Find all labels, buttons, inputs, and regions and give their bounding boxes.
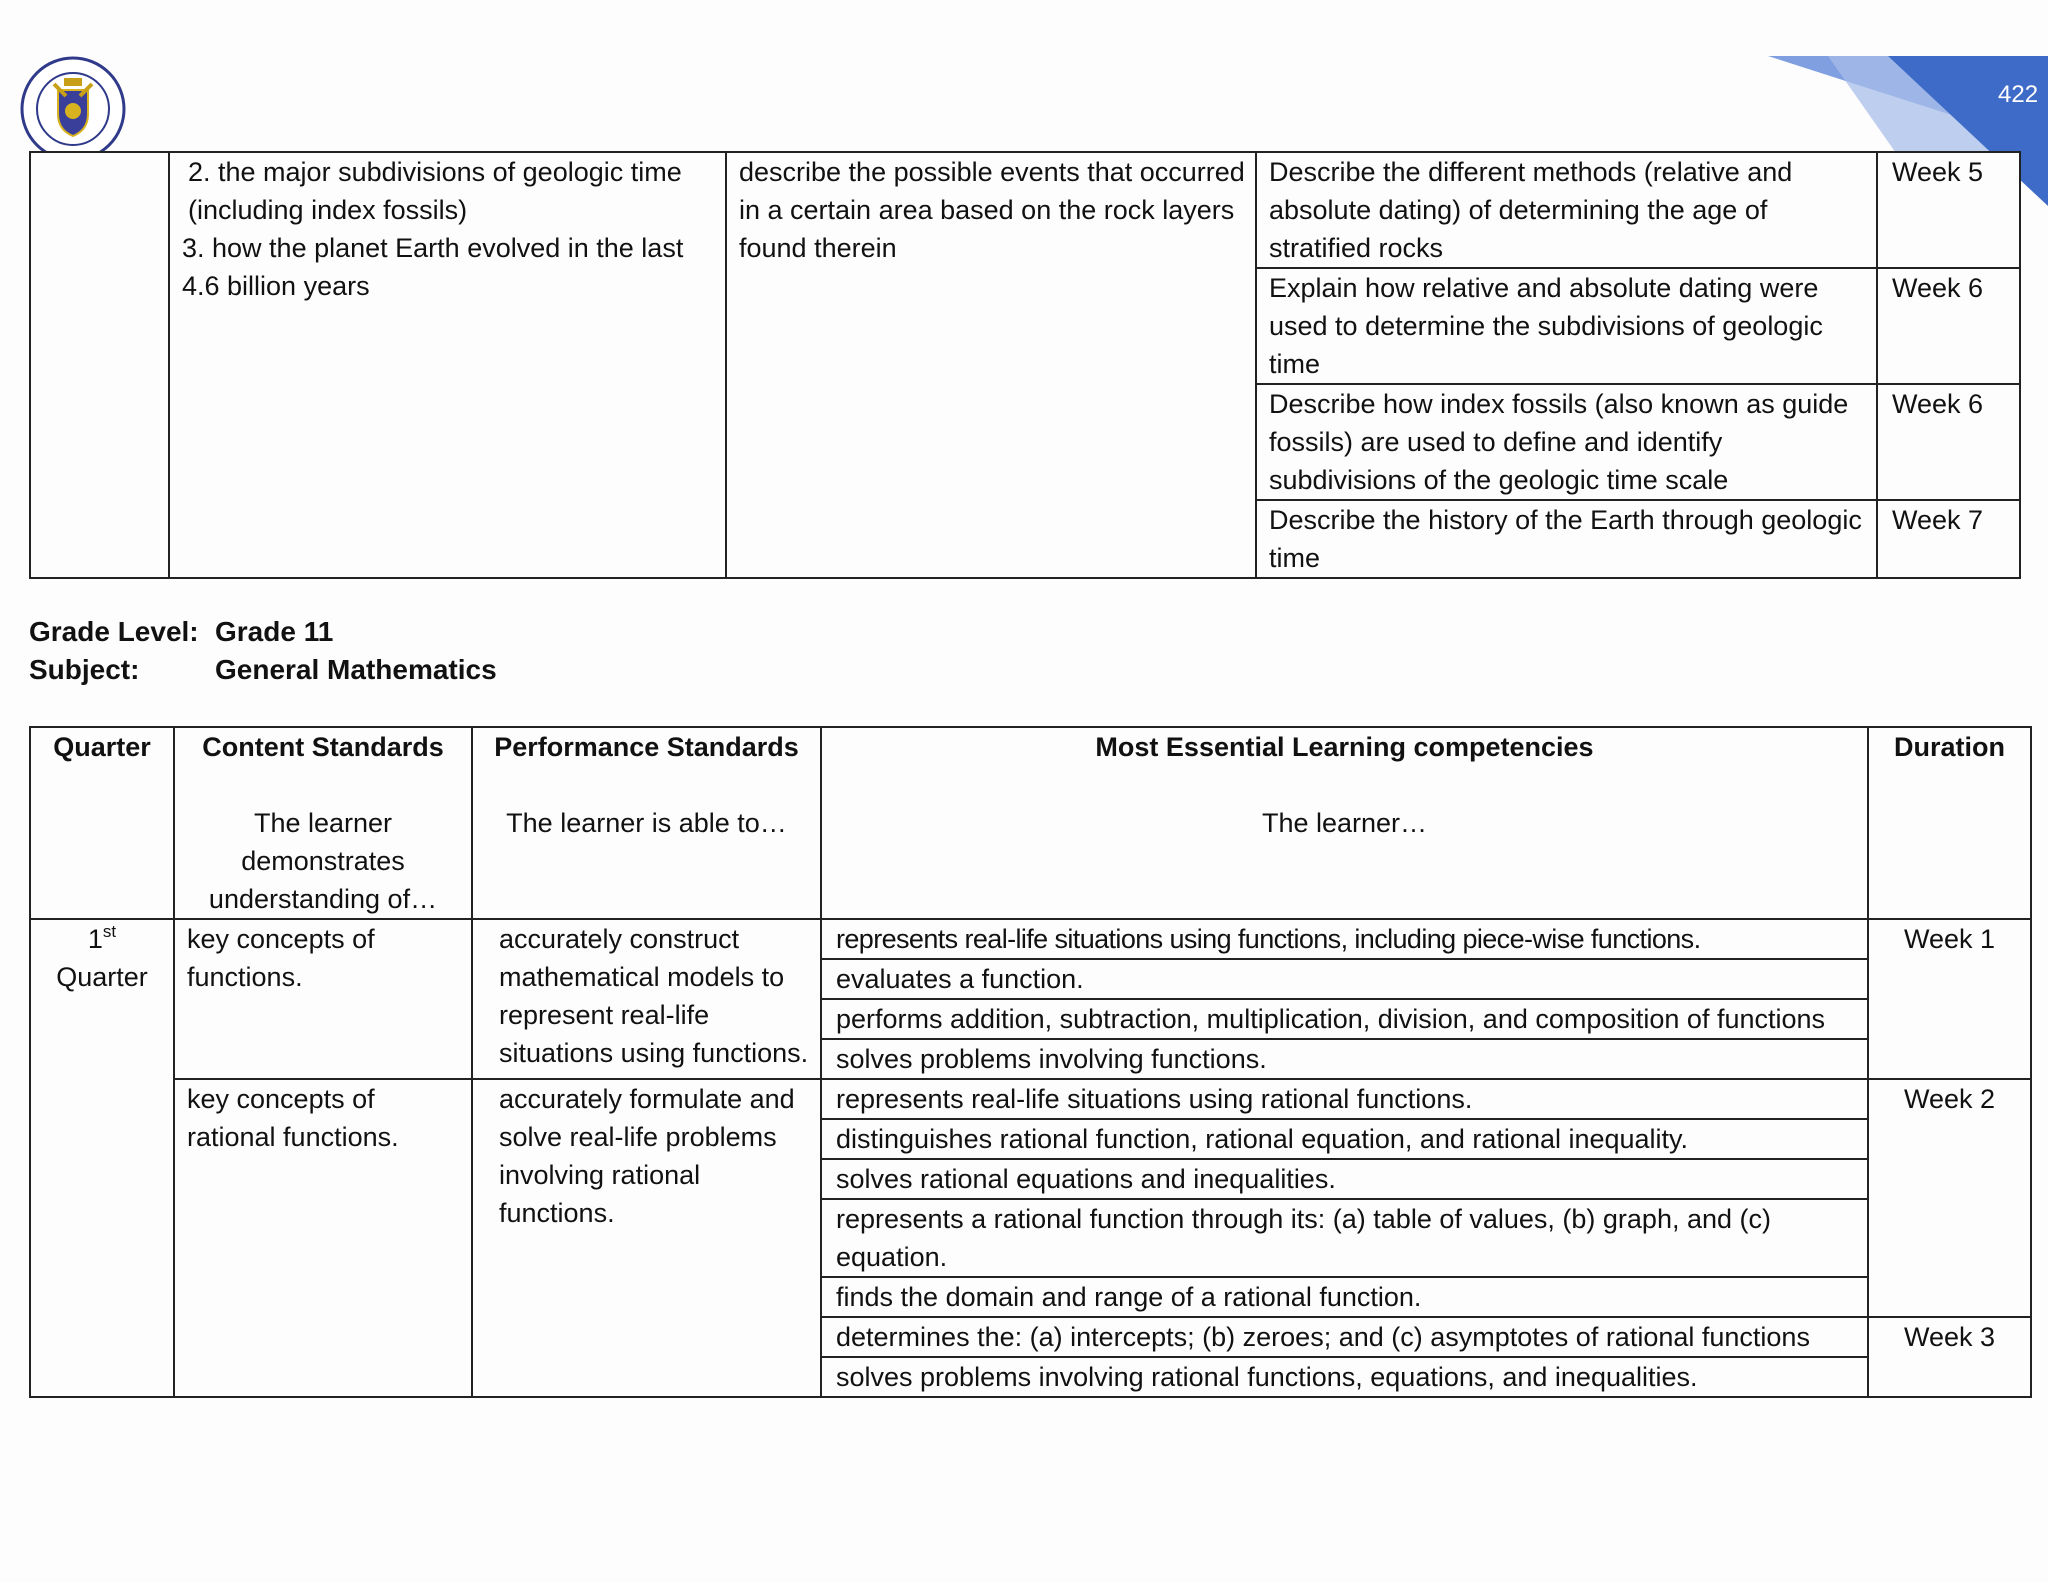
competency-cell: evaluates a function. bbox=[821, 959, 1868, 999]
duration-cell: Week 6 bbox=[1877, 384, 2020, 500]
competency-cell: distinguishes rational function, rational equation, and rational inequality. bbox=[821, 1119, 1868, 1159]
competency-cell: solves problems involving rational functions, equations, and inequalities. bbox=[821, 1357, 1868, 1397]
table-row bbox=[30, 1079, 2031, 1119]
table-header-row bbox=[30, 727, 2031, 919]
subject-value: General Mathematics bbox=[215, 654, 497, 685]
competency-cell: finds the domain and range of a rational function. bbox=[821, 1277, 1868, 1317]
duration-cell: Week 2 bbox=[1868, 1079, 2031, 1317]
content-standards-cell: key concepts of rational functions. bbox=[174, 1079, 472, 1397]
competency-cell: solves rational equations and inequalities. bbox=[821, 1159, 1868, 1199]
competency-cell: Explain how relative and absolute dating were used to determine the subdivisions of geologic time bbox=[1256, 268, 1877, 384]
competency-cell: represents real-life situations using rational functions. bbox=[821, 1079, 1868, 1119]
table-row bbox=[30, 919, 2031, 959]
competency-cell: Describe how index fossils (also known as guide fossils) are used to define and identify subdivisions of the geologic time scale bbox=[1256, 384, 1877, 500]
grade-level-label: Grade Level: bbox=[29, 616, 199, 647]
duration-cell: Week 3 bbox=[1868, 1317, 2031, 1397]
duration-cell: Week 6 bbox=[1877, 268, 2020, 384]
header-duration: Duration bbox=[1868, 727, 2031, 919]
competency-cell: represents a rational function through its: (a) table of values, (b) graph, and (c) equation. bbox=[821, 1199, 1868, 1277]
header-performance-standards: Performance Standards The learner is able to… bbox=[472, 727, 821, 919]
competency-cell: determines the: (a) intercepts; (b) zeroes; and (c) asymptotes of rational functions bbox=[821, 1317, 1868, 1357]
competency-cell: Describe the different methods (relative and absolute dating) of determining the age of stratified rocks bbox=[1256, 152, 1877, 268]
general-mathematics-table bbox=[29, 726, 2032, 1398]
performance-standards-cell: describe the possible events that occurred in a certain area based on the rock layers found therein bbox=[726, 152, 1256, 578]
performance-standards-cell: accurately construct mathematical models to represent real-life situations using functions. bbox=[472, 919, 821, 1079]
competency-cell: performs addition, subtraction, multiplication, division, and composition of functions bbox=[821, 999, 1868, 1039]
header-competencies: Most Essential Learning competencies The learner… bbox=[821, 727, 1868, 919]
quarter-cell: 1st Quarter bbox=[30, 919, 174, 1397]
content-standards-cell: key concepts of functions. bbox=[174, 919, 472, 1079]
grade-level-line bbox=[29, 613, 333, 651]
curriculum-table-continuation bbox=[29, 151, 2021, 579]
duration-cell: Week 7 bbox=[1877, 500, 2020, 578]
subject-label: Subject: bbox=[29, 654, 140, 685]
deped-seal-logo bbox=[20, 56, 126, 162]
table-row bbox=[30, 152, 2020, 268]
duration-cell: Week 5 bbox=[1877, 152, 2020, 268]
subject-line bbox=[29, 651, 497, 689]
competency-cell: Describe the history of the Earth through geologic time bbox=[1256, 500, 1877, 578]
header-content-standards: Content Standards The learner demonstrates understanding of… bbox=[174, 727, 472, 919]
header-quarter: Quarter bbox=[30, 727, 174, 919]
performance-standards-cell: accurately formulate and solve real-life problems involving rational functions. bbox=[472, 1079, 821, 1397]
competency-cell: represents real-life situations using functions, including piece-wise functions. bbox=[821, 919, 1868, 959]
quarter-cell bbox=[30, 152, 169, 578]
content-standards-cell: 2. the major subdivisions of geologic time (including index fossils) 3. how the planet Earth evolved in the last 4.6 billion years bbox=[169, 152, 726, 578]
duration-cell: Week 1 bbox=[1868, 919, 2031, 1079]
page-number: 422 bbox=[1998, 81, 2039, 108]
grade-level-value: Grade 11 bbox=[215, 616, 334, 647]
competency-cell: solves problems involving functions. bbox=[821, 1039, 1868, 1079]
